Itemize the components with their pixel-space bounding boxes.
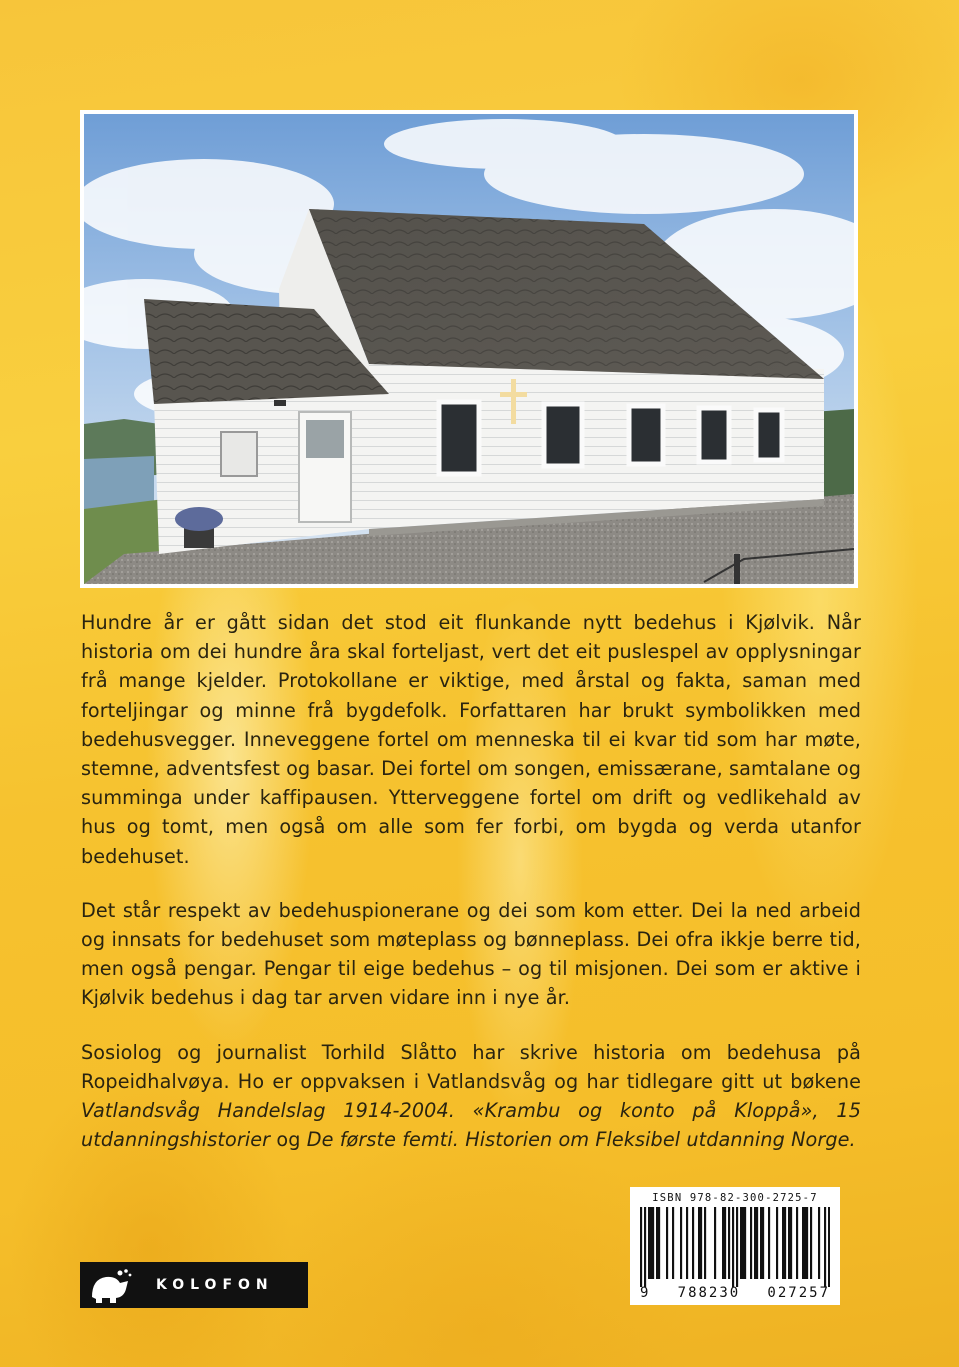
barcode-bar [756, 1207, 758, 1279]
connector-text: og [270, 1128, 307, 1152]
barcode-bar [700, 1207, 702, 1279]
barcode-digit-group-2: 027257 [767, 1285, 830, 1301]
barcode-bar [652, 1207, 654, 1279]
chapel-photo-illustration [84, 114, 854, 584]
barcode-bar [806, 1207, 808, 1279]
barcode-digit-group-1: 788230 [677, 1285, 741, 1301]
barcode-bars [640, 1207, 830, 1287]
barcode-bar [686, 1207, 688, 1279]
barcode-bar [698, 1207, 700, 1279]
barcode-bar [776, 1207, 778, 1279]
barcode-bar [740, 1207, 742, 1279]
barcode-bar [714, 1207, 716, 1279]
book-title-3: 15 utdanningshistorier [81, 1099, 862, 1152]
back-cover-blurb [81, 608, 861, 1179]
barcode-bar [648, 1207, 650, 1279]
barcode-bar [724, 1207, 726, 1279]
blurb-paragraph-3 [81, 1038, 861, 1155]
barcode-bar [810, 1207, 812, 1279]
book-title-1: Vatlandsvåg Handelslag 1914-2004. [81, 1099, 455, 1123]
barcode-guard-bar [640, 1207, 642, 1287]
barcode-bar [804, 1207, 806, 1279]
barcode-bar [704, 1207, 706, 1279]
barcode-bar [672, 1207, 674, 1279]
barcode-bar [666, 1207, 668, 1279]
barcode-bar [796, 1207, 798, 1279]
barcode-guard-bar [736, 1207, 738, 1287]
book-title-4: De første femti. Historien om Fleksibel utdanning Norge. [306, 1128, 856, 1152]
barcode-bar [750, 1207, 752, 1279]
barcode-bar [762, 1207, 764, 1279]
barcode-guard-bar [732, 1207, 734, 1287]
barcode-bar [692, 1207, 694, 1279]
barcode-bar [760, 1207, 762, 1279]
barcode-bar [802, 1207, 804, 1279]
barcode-bar [680, 1207, 682, 1279]
barcode-bar [650, 1207, 652, 1279]
barcode-bar [744, 1207, 746, 1279]
isbn-barcode [630, 1187, 840, 1305]
barcode-bar [656, 1207, 658, 1279]
barcode-bar [790, 1207, 792, 1279]
barcode-bar [754, 1207, 756, 1279]
publisher-name: KOLOFON [156, 1277, 274, 1293]
barcode-bar [788, 1207, 790, 1279]
barcode-bar [722, 1207, 724, 1279]
barcode-guard-bar [824, 1207, 826, 1287]
barcode-guard-bar [644, 1207, 646, 1287]
barcode-bar [658, 1207, 660, 1279]
barcode-bar [728, 1207, 730, 1279]
kolofon-logo-icon [90, 1267, 134, 1303]
barcode-bar [782, 1207, 784, 1279]
barcode-bar [818, 1207, 820, 1279]
barcode-bar [784, 1207, 786, 1279]
isbn-label: ISBN 978-82-300-2725-7 [652, 1192, 818, 1204]
barcode-bar [768, 1207, 770, 1279]
blurb-paragraph-1: Hundre år er gått sidan det stod eit flunkande nytt bedehus i Kjølvik. Når historia om dei hundre åra skal forteljast, vert det eit puslespel av opplysningar frå mange kjelder. Protokollane er viktige, med årstal og fakta, saman med forteljingar og minne frå bygdefolk. Forfattaren har brukt symbolikken med bedehusvegger. Inneveggene fortel om menneska til ei kvar tid som har møte, stemne, adventsfest og basar. Dei fortel om songen, emissærane, samtalane og summinga under kaffipausen. Ytterveggene fortel om drift og vedlikehald av hus og tomt, men også om alle som fer forbi, om bygda og verda utanfor bedehuset. [81, 611, 861, 868]
book-title-2: «Krambu og konto på Kloppå», [472, 1099, 819, 1123]
author-bio-text: Sosiolog og journalist Torhild Slåtto har skrive historia om bedehusa på Ropeidhalvøya. Ho er oppvaksen i Vatlandsvåg og har tidlegare gitt ut bøkene [81, 1040, 861, 1093]
barcode-digit-first: 9 [640, 1285, 651, 1301]
barcode-bar [742, 1207, 744, 1279]
barcode-guard-bar [828, 1207, 830, 1287]
barcode-digits [638, 1285, 832, 1301]
publisher-logo [80, 1262, 308, 1308]
cover-photo [80, 110, 858, 588]
blurb-paragraph-2: Det står respekt av bedehuspionerane og dei som kom etter. Dei la ned arbeid og innsats for bedehuset som møteplass og bønneplass. Dei ofra ikkje berre tid, men også pengar. Pengar til eige bedehus – og til misjonen. Dei som er aktive i Kjølvik bedehus i dag tar arven vidare inn i nye år. [81, 898, 861, 1010]
